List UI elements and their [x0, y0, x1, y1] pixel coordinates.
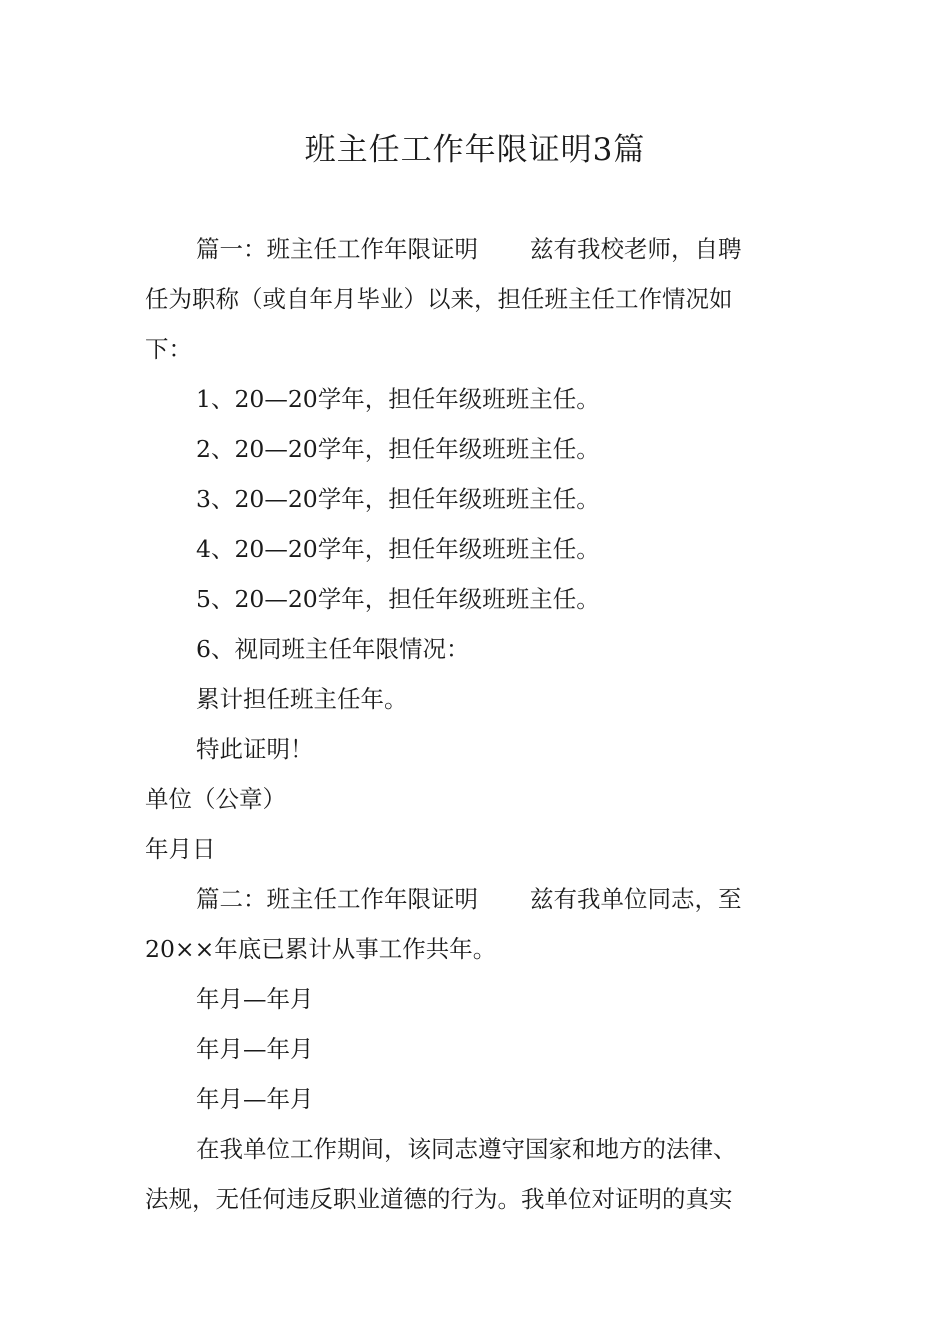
part2-intro-line-2: 20××年底已累计从事工作共年。	[145, 935, 497, 963]
part1-intro-line-3: 下：	[145, 335, 192, 363]
part2-paragraph-line-1: 在我单位工作期间，该同志遵守国家和地方的法律、	[196, 1135, 737, 1163]
part2-intro-start: 兹有我单位同志，至	[530, 885, 742, 913]
part1-item-3: 3、20—20学年，担任年级班班主任。	[196, 485, 600, 513]
part2-heading: 篇二：班主任工作年限证明	[196, 885, 478, 913]
document-body	[145, 224, 805, 1224]
part1-heading: 篇一：班主任工作年限证明	[196, 235, 478, 263]
part1-unit-seal: 单位（公章）	[145, 785, 286, 813]
part1-intro-line-2: 任为职称（或自年月毕业）以来，担任班主任工作情况如	[145, 285, 733, 313]
part1-closing: 特此证明！	[196, 735, 314, 763]
document-title: 班主任工作年限证明3篇	[304, 132, 646, 168]
part1-date: 年月日	[145, 835, 216, 863]
part2-heading-line	[145, 874, 805, 924]
part1-heading-line	[145, 224, 805, 274]
part1-item-6: 6、视同班主任年限情况：	[196, 635, 470, 663]
part1-item-2: 2、20—20学年，担任年级班班主任。	[196, 435, 600, 463]
part1-intro-start: 兹有我校老师，自聘	[530, 235, 742, 263]
part2-period-3: 年月—年月	[196, 1085, 314, 1113]
part2-paragraph-line-2: 法规，无任何违反职业道德的行为。我单位对证明的真实	[145, 1185, 733, 1213]
part1-total: 累计担任班主任年。	[196, 685, 408, 713]
part1-item-1: 1、20—20学年，担任年级班班主任。	[196, 385, 600, 413]
part2-period-2: 年月—年月	[196, 1035, 314, 1063]
part1-item-5: 5、20—20学年，担任年级班班主任。	[196, 585, 600, 613]
part2-period-1: 年月—年月	[196, 985, 314, 1013]
part1-item-4: 4、20—20学年，担任年级班班主任。	[196, 535, 600, 563]
